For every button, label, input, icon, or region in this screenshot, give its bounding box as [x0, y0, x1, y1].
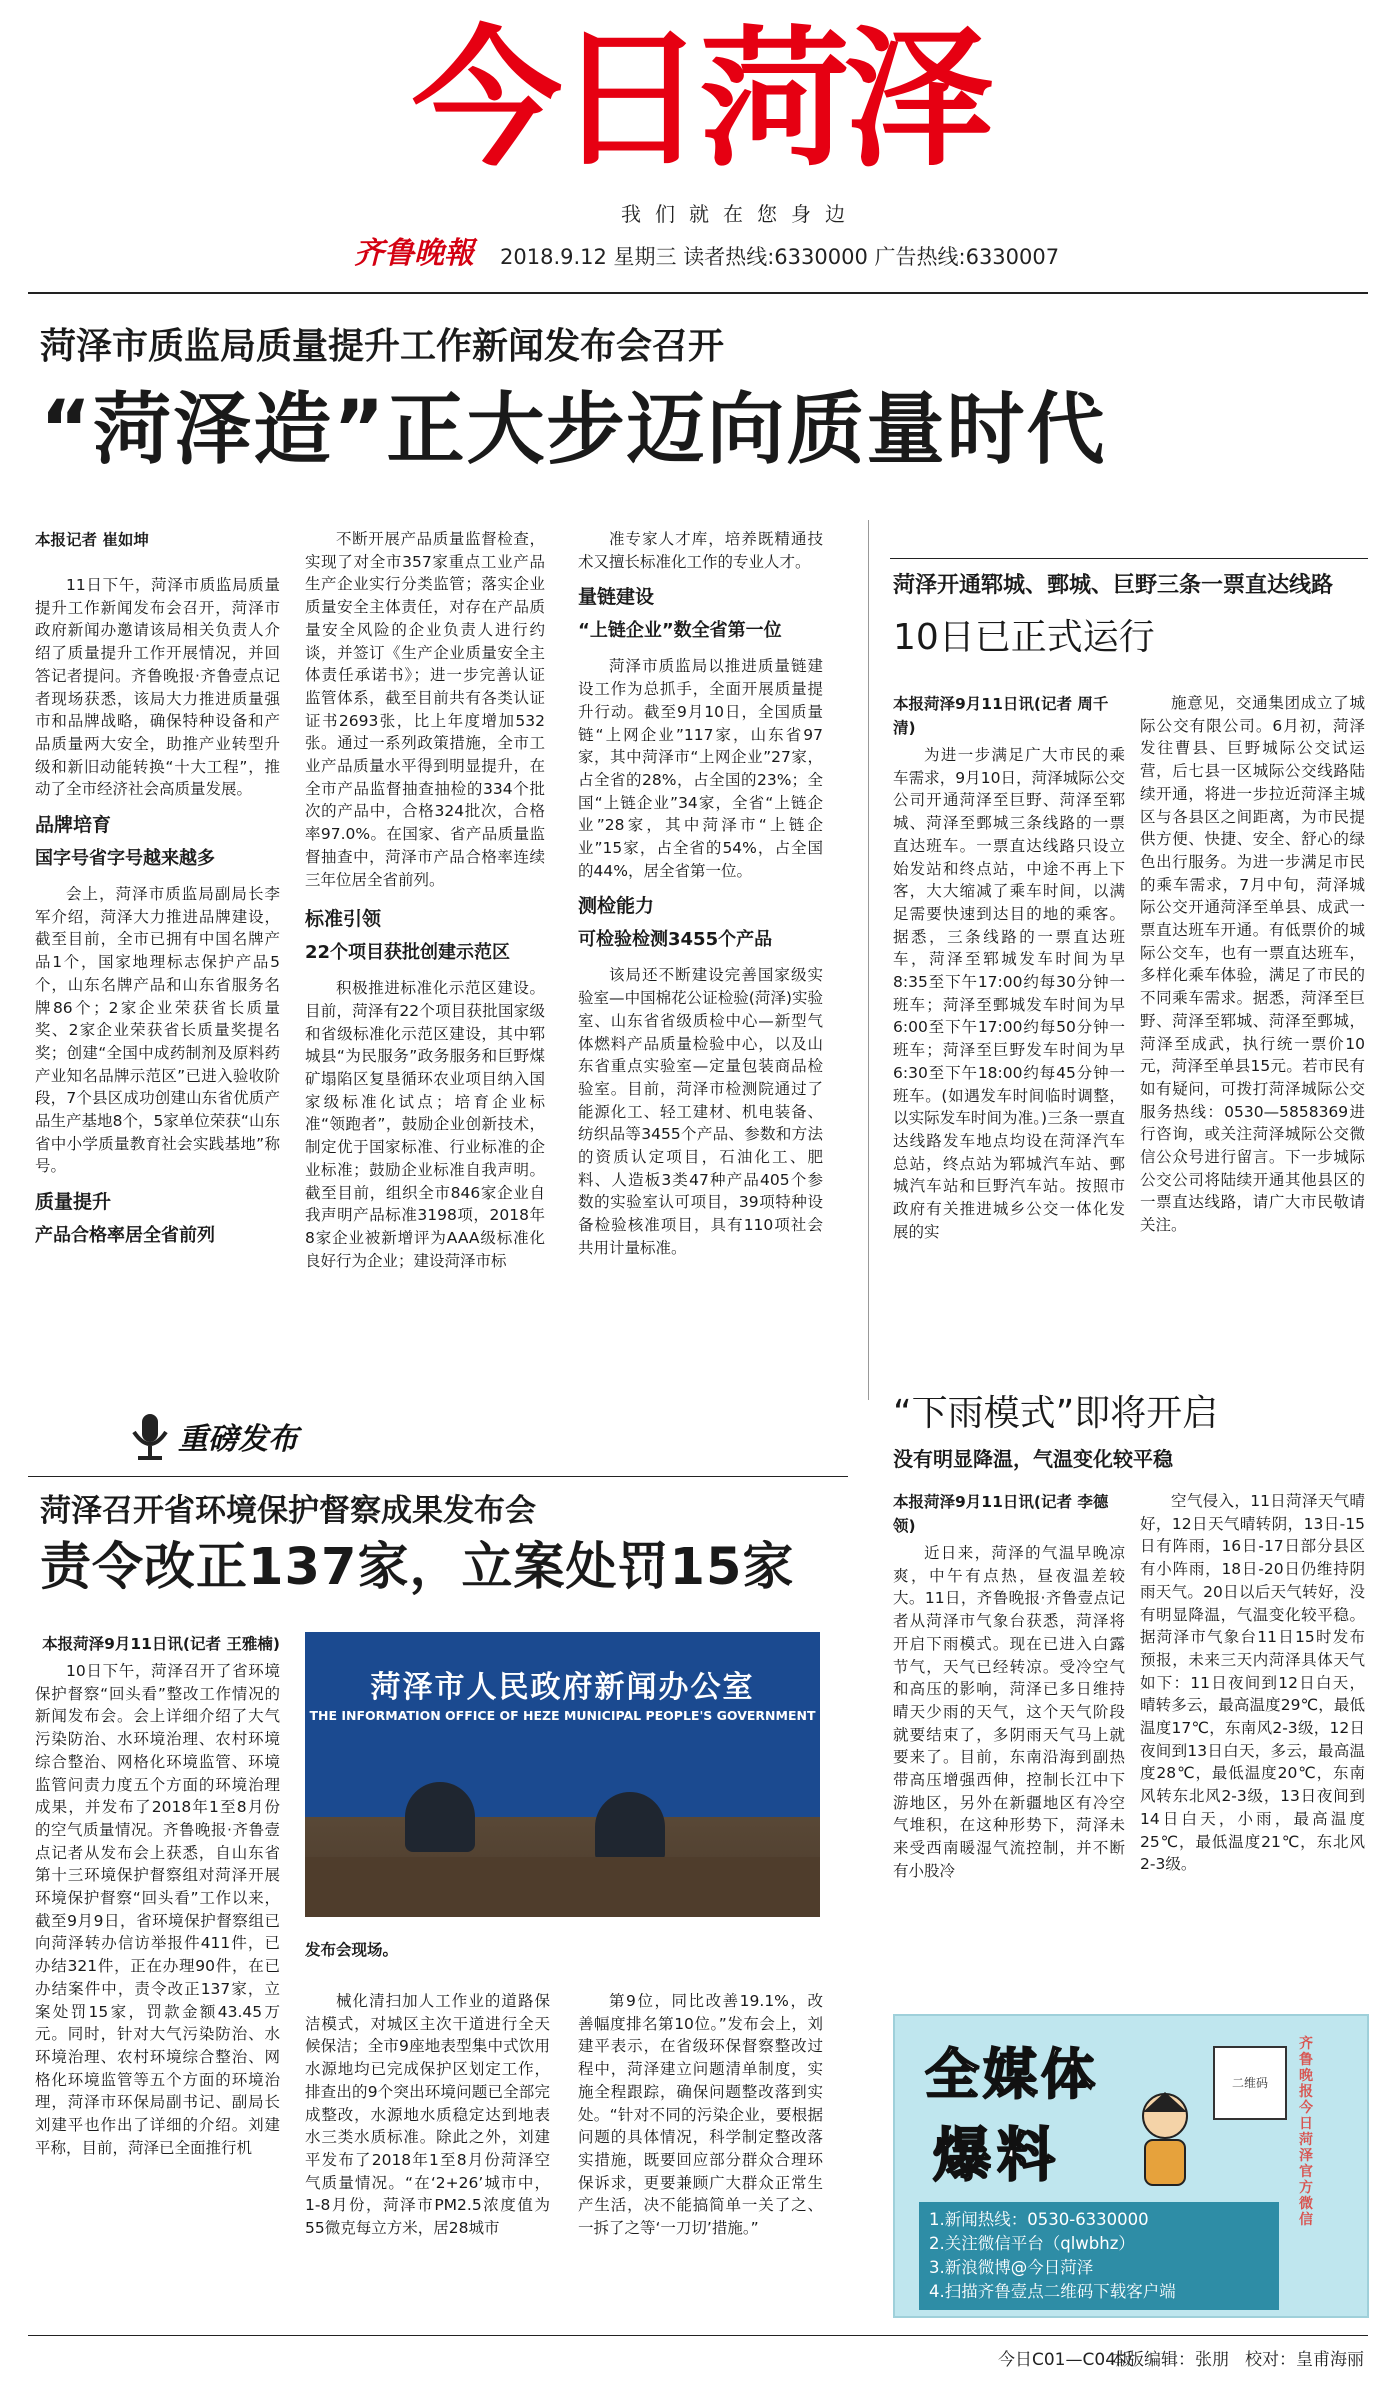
lead-col3-p2: 菏泽市质监局以推进质量链建设工作为总抓手，全面开展质量提升行动。截至9月10日，全国质量链“上网企业”117家，山东省97家，其中菏泽市“上网企业”27家，占全省的28%，占全国的23%；全国“上链企业”34家，全省“上链企业”28家，其中菏泽市“上链企业”15家，占全省的54%，占全国的44%，居全省第一位。 [578, 657, 823, 880]
env-col1-text: 10日下午，菏泽召开了省环境保护督察“回头看”整改工作情况的新闻发布会。会上详细介绍了大气污染防治、水环境治理、农村环境综合整治、网格化环境监管、环境监管问责力度五个方面的环境治理成果，并发布了2018年1至8月份的空气质量情况。齐鲁晚报·齐鲁壹点记者从发布会上获悉，自山东省第十三环境保护督察组对菏泽开展环境保护督察“回头看”工作以来，截至9月9日，省环境保护督察组已向菏泽转办信访举报件411件，已办结321件，正在办理90件，在已办结案件中，责令改正137家，立案处罚15家，罚款金额43.45万元。同时，针对大气污染防治、水环境治理、农村环境综合整治、网格化环境监管等五个方面的环境治理，菏泽市环保局副书记、副局长刘建平也作出了详细的介绍。刘建平称，目前，菏泽已全面推行机 [35, 1662, 280, 2157]
env-col-2 [305, 1990, 550, 2240]
lead-section-quality-sub: 产品合格率居全省前列 [35, 1225, 215, 1247]
lead-section-testing: 测检能力 [578, 895, 655, 918]
lead-p2: 会上，菏泽市质监局副局长李军介绍，菏泽大力推进品牌建设，截至目前，全市已拥有中国名牌产品1个，国家地理标志保护产品5个，山东名牌产品和山东省服务名牌86个；2家企业荣获省长质量奖、2家企业荣获省长质量奖提名奖；创建“全国中成药制剂及原料药产业知名品牌示范区”已进入验收阶段，7个县区成功创建山东省优质产品生产基地8个，5家单位荣获“山东省中小学质量教育社会实践基地”称号。 [35, 885, 280, 1176]
media-line-app: 4.扫描齐鲁壹点二维码下载客户端 [929, 2282, 1176, 2301]
env-byline: 本报菏泽9月11日讯(记者 王雅楠) [42, 1635, 280, 1653]
microphone-icon [120, 1408, 180, 1464]
rain-headline: “下雨模式”即将开启 [893, 1393, 1219, 1434]
env-top-rule [28, 1476, 848, 1477]
bus-col2-text: 施意见，交通集团成立了城际公交有限公司。6月初，菏泽发往曹县、巨野城际公交试运营，后七县一区城际公交线路陆续开通，将进一步拉近菏泽主城区与各县区之间距离，为市民提供方便、快捷、安全、舒心的绿色出行服务。为进一步满足市民的乘车需求，7月中旬，菏泽城际公交开通菏泽至单县、成武一票直达班车开通。有低票价的城际公交车，也有一票直达班车，多样化乘车体验，满足了市民的不同乘车需求。据悉，菏泽至巨野、菏泽至郓城、菏泽至鄄城，菏泽至成武，执行统一票价10元，菏泽至单县15元。若市民有如有疑问，可拨打菏泽城际公交服务热线：0530—5858369进行咨询，或关注菏泽城际公交微信公众号进行留言。下一步城际公交公司将陆续开通其他县区的一票直达线路，请广大市民敬请关注。 [1140, 694, 1365, 1235]
rain-col2-text: 空气侵入，11日菏泽天气晴好，12日天气晴转阴，13日-15日有阵雨，16日-17日部分县区有小阵雨，18日-20日仍维持阴雨天气。20日以后天气转好，没有明显降温，气温变化较平稳。据菏泽市气象台11日15时发布预报，未来三天内菏泽具体天气如下：11日夜间到12日白天，晴转多云，最高温度29℃，最低温度17℃，东南风2-3级，12日夜间到13日白天，多云，最高温度28℃，最低温度20℃，东南风转东北风2-3级，13日夜间到14日白天，小雨，最高温度25℃，最低温度21℃，东北风2-3级。 [1140, 1492, 1365, 1874]
media-line-weibo: 3.新浪微博@今日菏泽 [929, 2258, 1094, 2277]
media-contact-list [919, 2202, 1279, 2310]
cartoon-figure-icon [1125, 2086, 1205, 2196]
lead-col-3 [578, 528, 823, 1260]
media-line-wechat: 2.关注微信平台（qlwbhz） [929, 2234, 1135, 2253]
lead-section-quality: 质量提升 [35, 1191, 112, 1214]
env-col-3 [578, 1990, 823, 2240]
bus-col-2 [1140, 692, 1365, 1237]
lead-section-standard: 标准引领 [305, 908, 382, 931]
bus-col-1 [893, 692, 1125, 1243]
photo-banner [305, 1632, 820, 1817]
media-line-hotline: 1.新闻热线：0530-6330000 [929, 2210, 1149, 2229]
env-col2-text: 械化清扫加人工作业的道路保洁模式，对城区主次干道进行全天候保洁；全市9座地表型集中式饮用水源地均已完成保护区划定工作，排查出的9个突出环境问题已全部完成整改，水源地水质稳定达到地表水三类水质标准。除此之外，刘建平发布了2018年1至8月份菏泽空气质量情况。“在‘2+26’城市中，1-8月份，菏泽市PM2.5浓度值为55微克每立方米，居28城市 [305, 1992, 550, 2238]
lead-section-brand-sub: 国字号省字号越来越多 [35, 848, 215, 870]
footer-rule [28, 2335, 1368, 2336]
rain-subtitle: 没有明显降温，气温变化较平稳 [893, 1447, 1173, 1471]
env-headline: 责令改正137家，立案处罚15家 [40, 1538, 795, 1597]
lead-col-2 [305, 528, 545, 1272]
masthead-rule [28, 292, 1368, 294]
env-col-1 [35, 1632, 280, 2159]
lead-kicker: 菏泽市质监局质量提升工作新闻发布会召开 [40, 326, 725, 367]
rain-col1-text: 近日来，菏泽的气温早晚凉爽，中午有点热，昼夜温差较大。11日，齐鲁晚报·齐鲁壹点记者从菏泽市气象台获悉，菏泽将开启下雨模式。现在已进入白露节气，天气已经转凉。受冷空气和高压的影响，菏泽已多日维持晴天少雨的天气，这个天气阶段就要结束了，多阴雨天气马上就要来了。目前，东南沿海到副热带高压增强西伸，控制长江中下游地区，另外在新疆地区有冷空气堆积，在这种形势下，菏泽未来受西南暖湿气流控制，并不断有小股冷 [893, 1544, 1125, 1880]
masthead-slogan: 我们就在您身边 [621, 202, 859, 226]
photo-caption: 发布会现场。 [305, 1941, 399, 1959]
media-side-text: 齐鲁晚报今日菏泽官方微信 [1299, 2036, 1313, 2228]
bus-byline: 本报菏泽9月11日讯(记者 周千清) [893, 695, 1109, 737]
env-col3-text: 第9位，同比改善19.1%，改善幅度排名第10位。”发布会上，刘建平表示，在省级环保督察整改过程中，菏泽建立问题清单制度，实施全程跟踪，确保问题整改落到实处。“针对不同的污染企业，要根据问题的具体情况，科学制定整改落实措施，既要回应部分群众合理环保诉求，更要兼顾广大群众正常生产生活，决不能搞简单一关了之、一拆了之等‘一刀切’措施。” [578, 1992, 823, 2238]
speaker-right [595, 1792, 665, 1862]
media-title-top: 全媒体 [925, 2043, 1099, 2106]
photo-banner-title: 菏泽市人民政府新闻办公室 [370, 1670, 755, 1705]
conference-table [305, 1857, 820, 1917]
lead-col2-p2: 积极推进标准化示范区建设。目前，菏泽有22个项目获批国家级和省级标准化示范区建设，其中郓城县“为民服务”政务服务和巨野煤矿塌陷区复垦循环农业项目纳入国家级标准化试点；培育企业标准“领跑者”，鼓励企业创新技术，制定优于国家标准、行业标准的企业标准；鼓励企业标准自我声明。截至目前，组织全市846家企业自我声明产品标准3198项，2018年8家企业被新增评为AAA级标准化良好行为企业；建设菏泽市标 [305, 979, 545, 1270]
lead-section-chain-sub: “上链企业”数全省第一位 [578, 620, 782, 642]
env-kicker: 菏泽召开省环境保护督察成果发布会 [40, 1493, 536, 1529]
release-tag-label: 重磅发布 [178, 1422, 298, 1457]
bus-headline: 10日已正式运行 [893, 617, 1155, 658]
lead-col2-p1: 不断开展产品质量监督检查，实现了对全市357家重点工业产品生产企业实行分类监管；落实企业质量安全主体责任，对存在产品质量安全风险的企业负责人进行约谈，并签订《生产企业质量安全主体责任承诺书》；进一步完善认证监管体系，截至目前共有各类认证证书2693张，比上年度增加532张。通过一系列政策措施，全市工业产品质量水平得到明显提升，在全市产品监督抽查抽检的334个批次的产品中，合格324批次，合格率97.0%。在国家、省产品质量监督抽查中，菏泽市产品合格率连续三年位居全省前列。 [305, 530, 545, 889]
press-conference-photo [305, 1632, 820, 1917]
dateline: 2018.9.12 星期三 读者热线:6330000 广告热线:6330007 [500, 245, 1060, 269]
release-tag [120, 1408, 380, 1464]
footer-editor: 本版编辑：张朋 [1110, 2350, 1229, 2370]
speaker-left [405, 1782, 475, 1852]
bus-top-rule [890, 558, 1368, 559]
media-tipoff-box [893, 2014, 1369, 2318]
bus-kicker: 菏泽开通郓城、鄄城、巨野三条一票直达线路 [893, 573, 1334, 598]
masthead-title: 今日菏泽 [411, 13, 988, 187]
media-title-bottom: 爆料 [933, 2121, 1062, 2189]
rain-byline: 本报菏泽9月11日讯(记者 李德领) [893, 1493, 1109, 1535]
footer-proofreader: 校对：皇甫海丽 [1245, 2350, 1364, 2370]
lead-col3-p1: 准专家人才库，培养既精通技术又擅长标准化工作的专业人才。 [578, 530, 823, 571]
lead-headline: “菏泽造”正大步迈向质量时代 [40, 385, 1107, 475]
lead-section-testing-sub: 可检验检测3455个产品 [578, 929, 773, 951]
bus-col1-text: 为进一步满足广大市民的乘车需求，9月10日，菏泽城际公交公司开通菏泽至巨野、菏泽至郓城、菏泽至鄄城三条线路的一票直达班车。一票直达线路只设立始发站和终点站，中途不再上下客，大大缩减了乘车时间，以满足需要快速到达目的地的乘客。据悉，三条线路的一票直达班车，菏泽至郓城发车时间为早8:35至下午17:00约每30分钟一班车；菏泽至鄄城发车时间为早6:00至下午17:00约每50分钟一班车；菏泽至巨野发车时间为早6:30至下午18:00约每45分钟一班车。(如遇发车时间临时调整，以实际发车时间为准。)三条一票直达线路发车地点均设在菏泽汽车总站，终点站为郓城汽车站、鄄城汽车站和巨野汽车站。按照市政府有关推进城乡公交一体化发展的实 [893, 746, 1125, 1241]
rain-col-2 [1140, 1490, 1365, 1876]
lead-section-brand: 品牌培育 [35, 814, 112, 837]
footer-edition: 今日C01—C04版 [998, 2350, 1134, 2370]
column-divider [868, 520, 869, 1400]
lead-col-1 [35, 528, 280, 1250]
qr-code-icon: 二维码 [1213, 2046, 1287, 2120]
lead-section-chain: 量链建设 [578, 586, 655, 609]
rain-col-1 [893, 1490, 1125, 1883]
lead-byline: 本报记者 崔如坤 [35, 531, 149, 549]
lead-p1: 11日下午，菏泽市质监局质量提升工作新闻发布会召开，菏泽市政府新闻办邀请该局相关负责人介绍了质量提升工作开展情况，并回答记者提问。齐鲁晚报·齐鲁壹点记者现场获悉，该局大力推进质量强市和品牌战略，确保特种设备和产品质量两大安全，助推产业转型升级和新旧动能转换“十大工程”，推动了全市经济社会高质量发展。 [35, 576, 280, 799]
lead-section-standard-sub: 22个项目获批创建示范区 [305, 942, 511, 964]
photo-banner-english: THE INFORMATION OFFICE OF HEZE MUNICIPAL PEOPLE'S GOVERNMENT [309, 1708, 816, 1723]
brand-logo: 齐鲁晚報 [354, 236, 474, 271]
lead-col3-p3: 该局还不断建设完善国家级实验室—中国棉花公证检验(菏泽)实验室、山东省省级质检中心—新型气体燃料产品质量检验中心，以及山东省重点实验室—定量包装商品检验室。目前，菏泽市检测院通过了能源化工、轻工建材、机电装备、纺织品等3455个产品、参数和方法的资质认定项目，石油化工、肥料、人造板3类47种产品405个参数的实验室认可项目，39项特种设备检验核准项目，具有110项社会共用计量标准。 [578, 966, 823, 1257]
